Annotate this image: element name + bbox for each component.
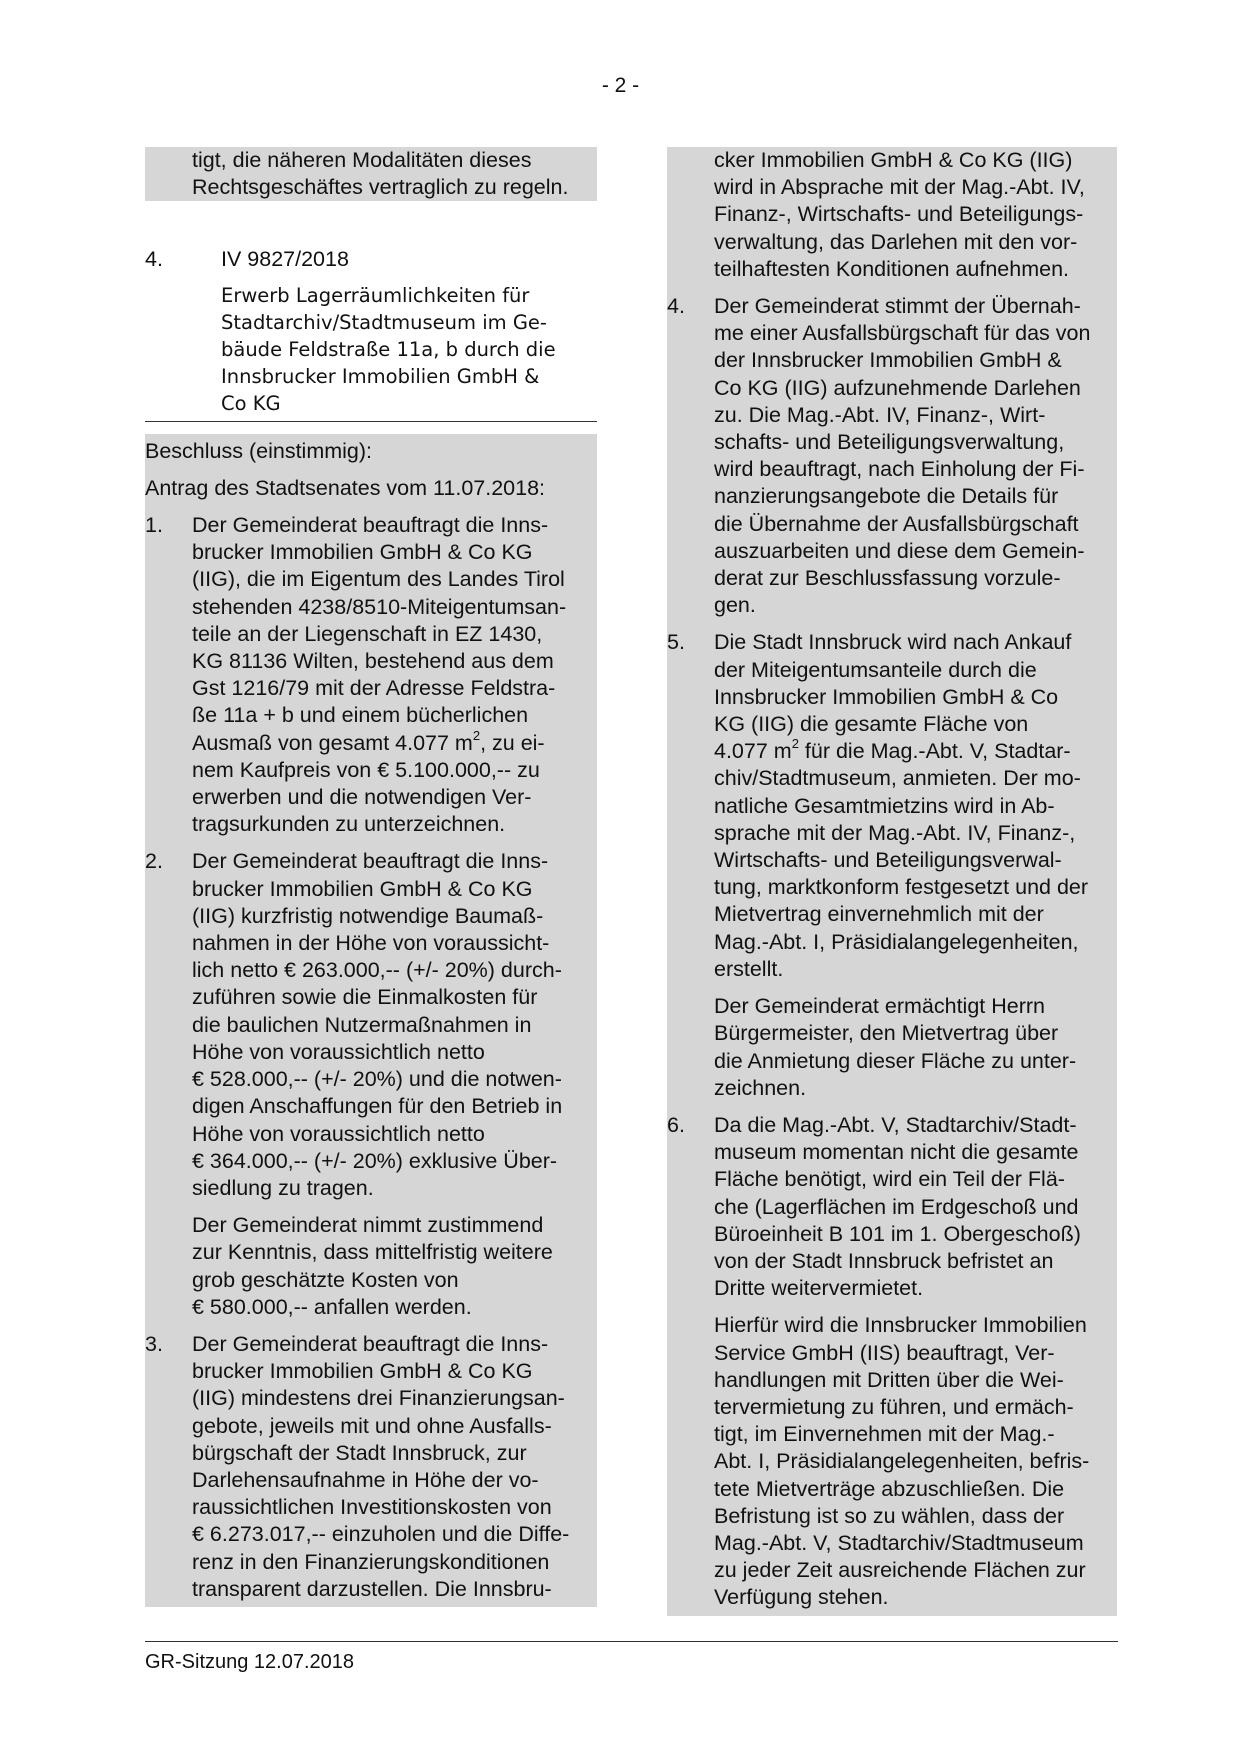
text-line: tigt, im Einvernehmen mit der Mag.- <box>714 1422 1055 1447</box>
agenda-title <box>145 282 597 418</box>
text-line: Erwerb Lagerräumlichkeiten für <box>221 283 530 307</box>
resolution-item-6 <box>667 1112 1117 1302</box>
text-line: Die Stadt Innsbruck wird nach Ankauf <box>714 630 1072 655</box>
text-line: tung, marktkonform festgesetzt und der <box>714 875 1089 900</box>
decision-label: Beschluss (einstimmig): <box>145 438 372 463</box>
text-line: nahmen in der Höhe von voraussicht- <box>192 931 550 956</box>
text-line: Der Gemeinderat beauftragt die Inns- <box>192 513 549 538</box>
text-line: Service GmbH (IIS) beauftragt, Ver- <box>714 1340 1055 1365</box>
text-line: von der Stadt Innsbruck befristet an <box>714 1248 1054 1273</box>
text-line: Befristung ist so zu wählen, dass der <box>714 1503 1065 1528</box>
continued-block <box>145 147 597 201</box>
text-line: Der Gemeinderat nimmt zustimmend <box>192 1213 544 1238</box>
resolution-item-3 <box>145 1331 597 1603</box>
text-line: derat zur Beschlussfassung vorzule- <box>714 566 1061 591</box>
text-line: (IIG) mindestens drei Finanzierungsan- <box>192 1386 565 1411</box>
footer-text: GR-Sitzung 12.07.2018 <box>145 1651 355 1673</box>
text-line: die Anmietung dieser Fläche zu unter- <box>714 1048 1077 1073</box>
text-line: teilhaftesten Konditionen aufnehmen. <box>714 256 1070 281</box>
agenda-number: 4. <box>145 247 163 272</box>
text-line: zur Kenntnis, dass mittelfristig weitere <box>192 1240 553 1265</box>
text-line: 4.077 $m^2$ für die Mag.-Abt. V, Stadtar- <box>714 736 1071 764</box>
item-number: 3. <box>145 1331 163 1356</box>
text-line: tervermietung zu führen, und ermäch- <box>714 1394 1074 1419</box>
text-line: tragsurkunden zu unterzeichnen. <box>192 812 506 837</box>
text-line: (IIG), die im Eigentum des Landes Tirol <box>192 567 565 592</box>
text-line: che (Lagerflächen im Erdgeschoß und <box>714 1194 1079 1219</box>
text-line: tigt, die näheren Modalitäten dieses <box>192 148 532 172</box>
item-6-note <box>667 1312 1117 1611</box>
right-column <box>667 147 1117 1616</box>
text-line: € 6.273.017,-- einzuholen und die Diffe- <box>192 1522 570 1547</box>
text-line: brucker Immobilien GmbH & Co KG <box>192 1359 533 1384</box>
motion-label: Antrag des Stadtsenates vom 11.07.2018: <box>145 475 546 500</box>
text-line: KG 81136 Wilten, bestehend aus dem <box>192 649 554 674</box>
resolution-item-2 <box>145 848 597 1202</box>
text-line: Gst 1216/79 mit der Adresse Feldstra- <box>192 676 556 701</box>
item-5-note <box>667 993 1117 1102</box>
text-line: Hierfür wird die Innsbrucker Immobilien <box>714 1313 1087 1338</box>
text-line: (IIG) kurzfristig notwendige Baumaß- <box>192 903 544 928</box>
item-3-continued <box>667 147 1117 283</box>
text-line: Wirtschafts- und Beteiligungsverwal- <box>714 848 1062 873</box>
text-line: brucker Immobilien GmbH & Co KG <box>192 540 533 565</box>
text-line: transparent darzustellen. Die Innsbru- <box>192 1576 552 1601</box>
text-line: sprache mit der Mag.-Abt. IV, Finanz-, <box>714 820 1076 845</box>
item-2-note <box>145 1212 597 1321</box>
text-line: wird in Absprache mit der Mag.-Abt. IV, <box>714 175 1085 200</box>
text-line: Finanz-, Wirtschafts- und Beteiligungs- <box>714 202 1084 227</box>
text-line: chiv/Stadtmuseum, anmieten. Der mo- <box>714 766 1081 791</box>
text-line: KG (IIG) die gesamte Fläche von <box>714 712 1029 737</box>
resolution-item-4 <box>667 293 1117 619</box>
text-line: der Miteigentumsanteile durch die <box>714 657 1037 682</box>
text-line: stehenden 4238/8510-Miteigentumsan- <box>192 594 567 619</box>
text-line: Der Gemeinderat beauftragt die Inns- <box>192 1331 549 1356</box>
text-line: Höhe von voraussichtlich netto <box>192 1121 485 1146</box>
text-line: Stadtarchiv/Stadtmuseum im Ge- <box>221 310 547 334</box>
text-line: Innsbrucker Immobilien GmbH & Co <box>714 684 1059 709</box>
text-line: Da die Mag.-Abt. V, Stadtarchiv/Stadt- <box>714 1112 1077 1137</box>
agenda-item-header <box>145 246 597 421</box>
text-line: Der Gemeinderat beauftragt die Inns- <box>192 849 549 874</box>
text-line: digen Anschaffungen für den Betrieb in <box>192 1094 563 1119</box>
text-line: der Innsbrucker Immobilien GmbH & <box>714 348 1062 373</box>
item-number: 2. <box>145 849 163 874</box>
text-line: siedlung zu tragen. <box>192 1175 374 1200</box>
text-line: grob geschätzte Kosten von <box>192 1267 459 1292</box>
text-line: Innsbrucker Immobilien GmbH & <box>221 365 540 389</box>
text-line: zuführen sowie die Einmalkosten für <box>192 985 538 1010</box>
text-line: tete Mietverträge abzuschließen. Die <box>714 1476 1065 1501</box>
text-line: Dritte weitervermietet. <box>714 1276 924 1301</box>
text-line: Darlehensaufnahme in Höhe der vo- <box>192 1467 539 1492</box>
item-number: 6. <box>667 1112 685 1137</box>
text-line: lich netto € 263.000,-- (+/- 20%) durch- <box>192 958 562 983</box>
item-number: 4. <box>667 294 685 319</box>
text-line: auszuarbeiten und diese dem Gemein- <box>714 538 1085 563</box>
item-number: 5. <box>667 630 685 655</box>
text-line: € 528.000,-- (+/- 20%) und die notwen- <box>192 1067 562 1092</box>
resolution-item-5 <box>667 629 1117 983</box>
footer-divider <box>145 1641 1118 1642</box>
resolution-block <box>145 434 597 1607</box>
text-line: bäude Feldstraße 11a, b durch die <box>221 338 556 362</box>
text-line: € 364.000,-- (+/- 20%) exklusive Über- <box>192 1148 558 1173</box>
text-line: € 580.000,-- anfallen werden. <box>192 1294 472 1319</box>
text-line: bürgschaft der Stadt Innsbruck, zur <box>192 1440 527 1465</box>
text-line: Abt. I, Präsidialangelegenheiten, befris- <box>714 1449 1090 1474</box>
agenda-reference: IV 9827/2018 <box>221 247 349 272</box>
text-line: Rechtsgeschäftes vertraglich zu regeln. <box>192 175 569 200</box>
text-line: Mietvertrag einvernehmlich mit der <box>714 902 1044 927</box>
text-line: Co KG (IIG) aufzunehmende Darlehen <box>714 375 1081 400</box>
text-line: zeichnen. <box>714 1075 807 1100</box>
text-line: nanzierungsangebote die Details für <box>714 484 1059 509</box>
text-line: erwerben und die notwendigen Ver- <box>192 785 532 810</box>
text-line: raussichtlichen Investitionskosten von <box>192 1495 552 1520</box>
text-line: Höhe von voraussichtlich netto <box>192 1039 485 1064</box>
text-line: verwaltung, das Darlehen mit den vor- <box>714 229 1078 254</box>
text-line: wird beauftragt, nach Einholung der Fi- <box>714 457 1085 482</box>
text-line: cker Immobilien GmbH & Co KG (IIG) <box>714 148 1073 172</box>
text-line: zu. Die Mag.-Abt. IV, Finanz-, Wirt- <box>714 402 1046 427</box>
text-line: Mag.-Abt. V, Stadtarchiv/Stadtmuseum <box>714 1530 1084 1555</box>
text-line: die Übernahme der Ausfallsbürgschaft <box>714 511 1079 536</box>
text-line: Bürgermeister, den Mietvertrag über <box>714 1021 1059 1046</box>
text-line: gen. <box>714 593 756 618</box>
item-number: 1. <box>145 513 163 538</box>
text-line: Der Gemeinderat ermächtigt Herrn <box>714 994 1045 1019</box>
text-line: handlungen mit Dritten über die Wei- <box>714 1367 1064 1392</box>
text-line: Mag.-Abt. I, Präsidialangelegenheiten, <box>714 929 1079 954</box>
text-line: die baulichen Nutzermaßnahmen in <box>192 1012 532 1037</box>
text-line: schafts- und Beteiligungsverwaltung, <box>714 430 1065 455</box>
text-line: ße 11a + b und einem bücherlichen <box>192 703 529 728</box>
text-line: museum momentan nicht die gesamte <box>714 1140 1079 1165</box>
left-column <box>145 147 597 1607</box>
text-line: nem Kaufpreis von € 5.100.000,-- zu <box>192 757 540 782</box>
text-line: Der Gemeinderat stimmt der Übernah- <box>714 294 1081 319</box>
text-line: me einer Ausfallsbürgschaft für das von <box>714 321 1091 346</box>
text-line: Co KG <box>221 392 281 416</box>
text-line: Büroeinheit B 101 im 1. Obergeschoß) <box>714 1221 1081 1246</box>
page-number: - 2 - <box>601 74 640 97</box>
text-line: teile an der Liegenschaft in EZ 1430, <box>192 621 543 646</box>
text-line: Ausmaß von gesamt 4.077 $m^2$, zu ei- <box>192 727 545 755</box>
text-line: brucker Immobilien GmbH & Co KG <box>192 876 533 901</box>
resolution-item-1 <box>145 512 597 838</box>
text-line: zu jeder Zeit ausreichende Flächen zur <box>714 1558 1086 1583</box>
text-line: Verfügung stehen. <box>714 1585 889 1610</box>
text-line: Fläche benötigt, wird ein Teil der Flä- <box>714 1167 1065 1192</box>
text-line: renz in den Finanzierungskonditionen <box>192 1549 550 1574</box>
text-line: gebote, jeweils mit und ohne Ausfalls- <box>192 1413 552 1438</box>
text-line: erstellt. <box>714 956 784 981</box>
text-line: natliche Gesamtmietzins wird in Ab- <box>714 793 1055 818</box>
